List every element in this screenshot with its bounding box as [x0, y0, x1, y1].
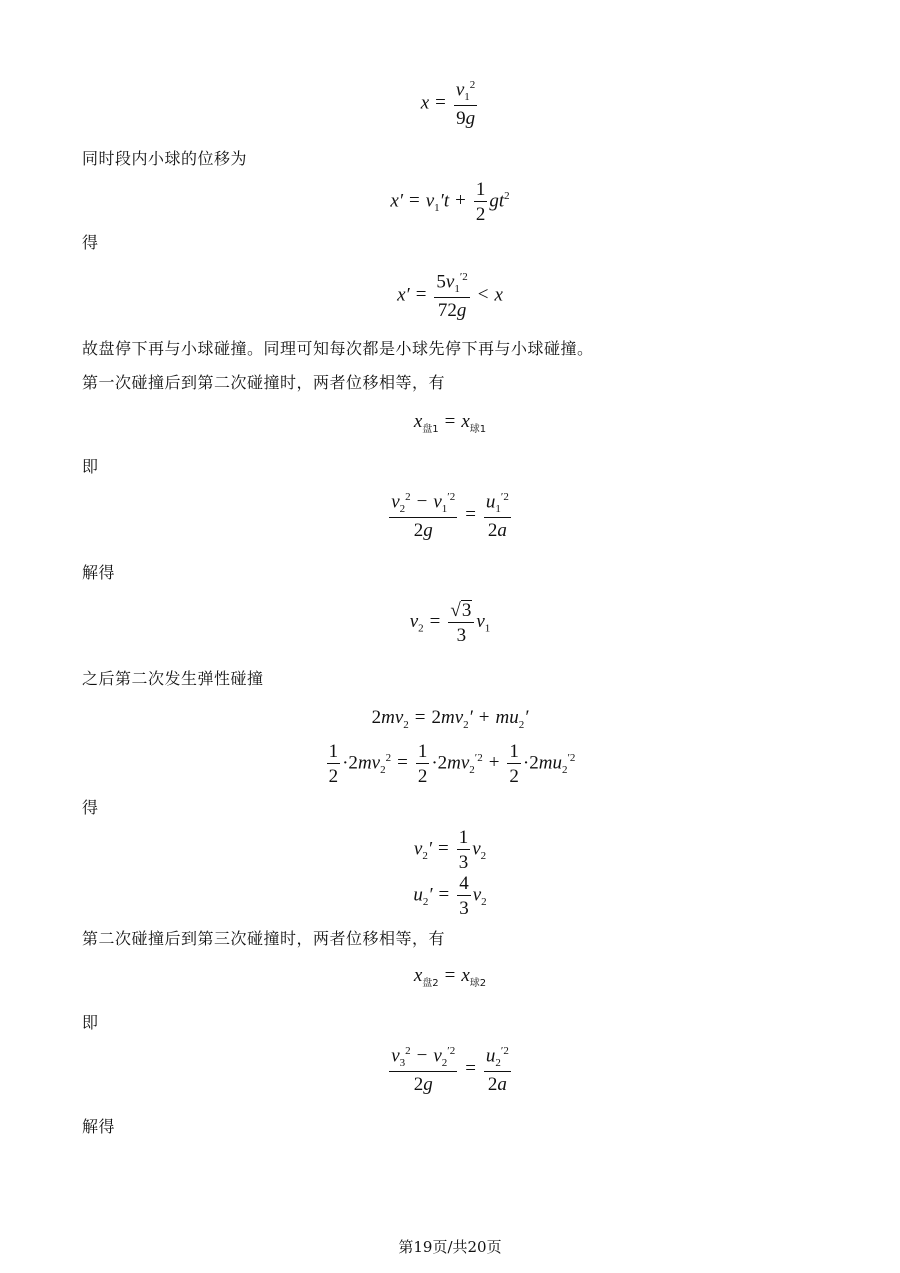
equation-v2-prime: $v_2'$ = $\frac{1}{3}$ $v_2$	[413, 827, 487, 873]
equation-displacement-equal-1: $x_{盘1} = x_{球1}$	[413, 411, 487, 435]
equation-v2: $v_2$ = $\frac{√3}{3}$ $v_1$	[409, 600, 491, 646]
text-paragraph: 得	[82, 798, 99, 817]
equation-energy: $\frac{1}{2}$ $\cdot 2mv_2^2$ = $\frac{1}{2}$ $\cdot 2mv_2^{'2}$ + $\frac{1}{2}$ $\cdot 2mu_2^{'2}$	[328, 741, 576, 787]
subscript-pan: 盘	[422, 977, 433, 989]
equation-kinematics-1: $\frac{v_2^2 - v_1^{'2}}{2g}$ = $\frac{u_1^{'2}}{2a}$	[391, 491, 509, 542]
equation-displacement-equal-2: $x_{盘2} = x_{球2}$	[413, 965, 487, 989]
subscript-pan: 盘	[422, 423, 433, 435]
equation-u2-prime: $u_2'$ = $\frac{4}{3}$ $v_2$	[413, 873, 487, 919]
equation-compare: x′ = $\frac{5v_1^{'2}}{72g}$ < x	[397, 271, 503, 322]
text-paragraph: 即	[82, 457, 99, 476]
subscript-ball: 球	[469, 423, 480, 435]
text-paragraph: 第二次碰撞后到第三次碰撞时，两者位移相等，有	[82, 929, 446, 948]
text-paragraph: 故盘停下再与小球碰撞。同理可知每次都是小球先停下再与小球碰撞。	[82, 339, 594, 358]
equation-momentum: $2mv_2 = 2mv_2' + mu_2'$	[371, 707, 529, 731]
page-number: 第19页/共20页	[398, 1238, 502, 1256]
text-paragraph: 即	[82, 1013, 99, 1032]
text-paragraph: 之后第二次发生弹性碰撞	[82, 669, 264, 688]
equation-x: x = $\frac{v_1^2}{9g}$	[420, 79, 476, 130]
text-paragraph: 第一次碰撞后到第二次碰撞时，两者位移相等，有	[82, 373, 446, 392]
text-paragraph: 得	[82, 233, 99, 252]
text-paragraph: 解得	[82, 1117, 116, 1136]
text-paragraph: 解得	[82, 563, 116, 582]
equation-ball-displacement: $x' = v_1't$ + $\frac{1}{2}$ $gt^2$	[390, 179, 510, 225]
text-paragraph: 同时段内小球的位移为	[82, 149, 248, 168]
equation-kinematics-2: $\frac{v_3^2 - v_2^{'2}}{2g}$ = $\frac{u_2^{'2}}{2a}$	[391, 1045, 509, 1096]
subscript-ball: 球	[469, 977, 480, 989]
